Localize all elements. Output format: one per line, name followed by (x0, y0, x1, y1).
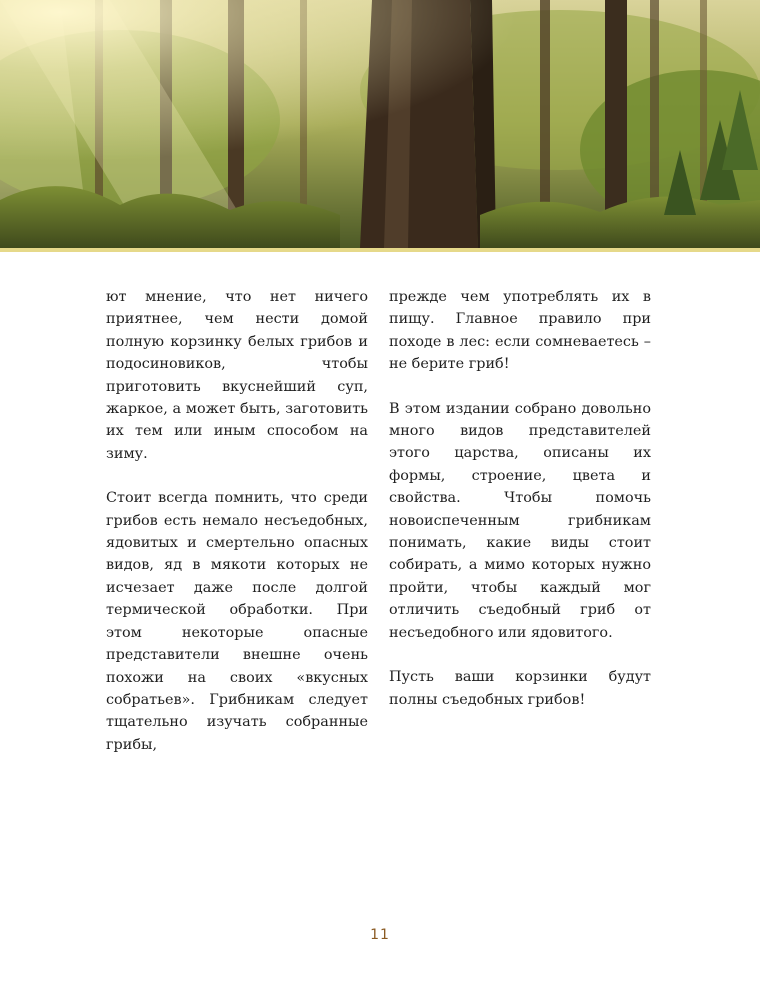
paragraph: Пусть ваши корзинки будут полны съедобных грибов! (389, 669, 651, 708)
paragraph: прежде чем употреблять их в пищу. Главное правило при походе в лес: если сомневаетесь – не берите гриб! (389, 289, 651, 373)
paragraph: В этом издании собрано довольно много видов представителей этого царства, описаны их формы, строение, цвета и свойства. Чтобы помочь новоиспеченным грибникам понимать, какие виды стоит собирать, а мимо которых нужно пройти, чтобы каждый мог отличить съедобный гриб от несъедобного или ядовитого. (389, 400, 651, 641)
paragraph: Стоит всегда помнить, что среди грибов есть немало несъедобных, ядовитых и смертельно опасных видов, яд в мякоти которых не исчезает даже после долгой термической обработки. При этом некоторые опасные представители внешне очень похожи на своих «вкусных собратьев». Грибникам следует тщательно изучать собранные грибы, (106, 490, 368, 753)
text-column-right (389, 286, 651, 733)
paragraph: ют мнение, что нет ничего приятнее, чем нести домой полную корзинку белых грибов и подосиновиков, чтобы приготовить вкуснейший суп, жаркое, а может быть, заготовить их тем или иным способом на зиму. (106, 289, 368, 462)
page-number: 11 (370, 927, 390, 943)
header-image-border (0, 248, 760, 252)
forest-header-image (0, 0, 760, 248)
text-column-left (106, 286, 368, 778)
forest-photo-illustration (0, 0, 760, 248)
